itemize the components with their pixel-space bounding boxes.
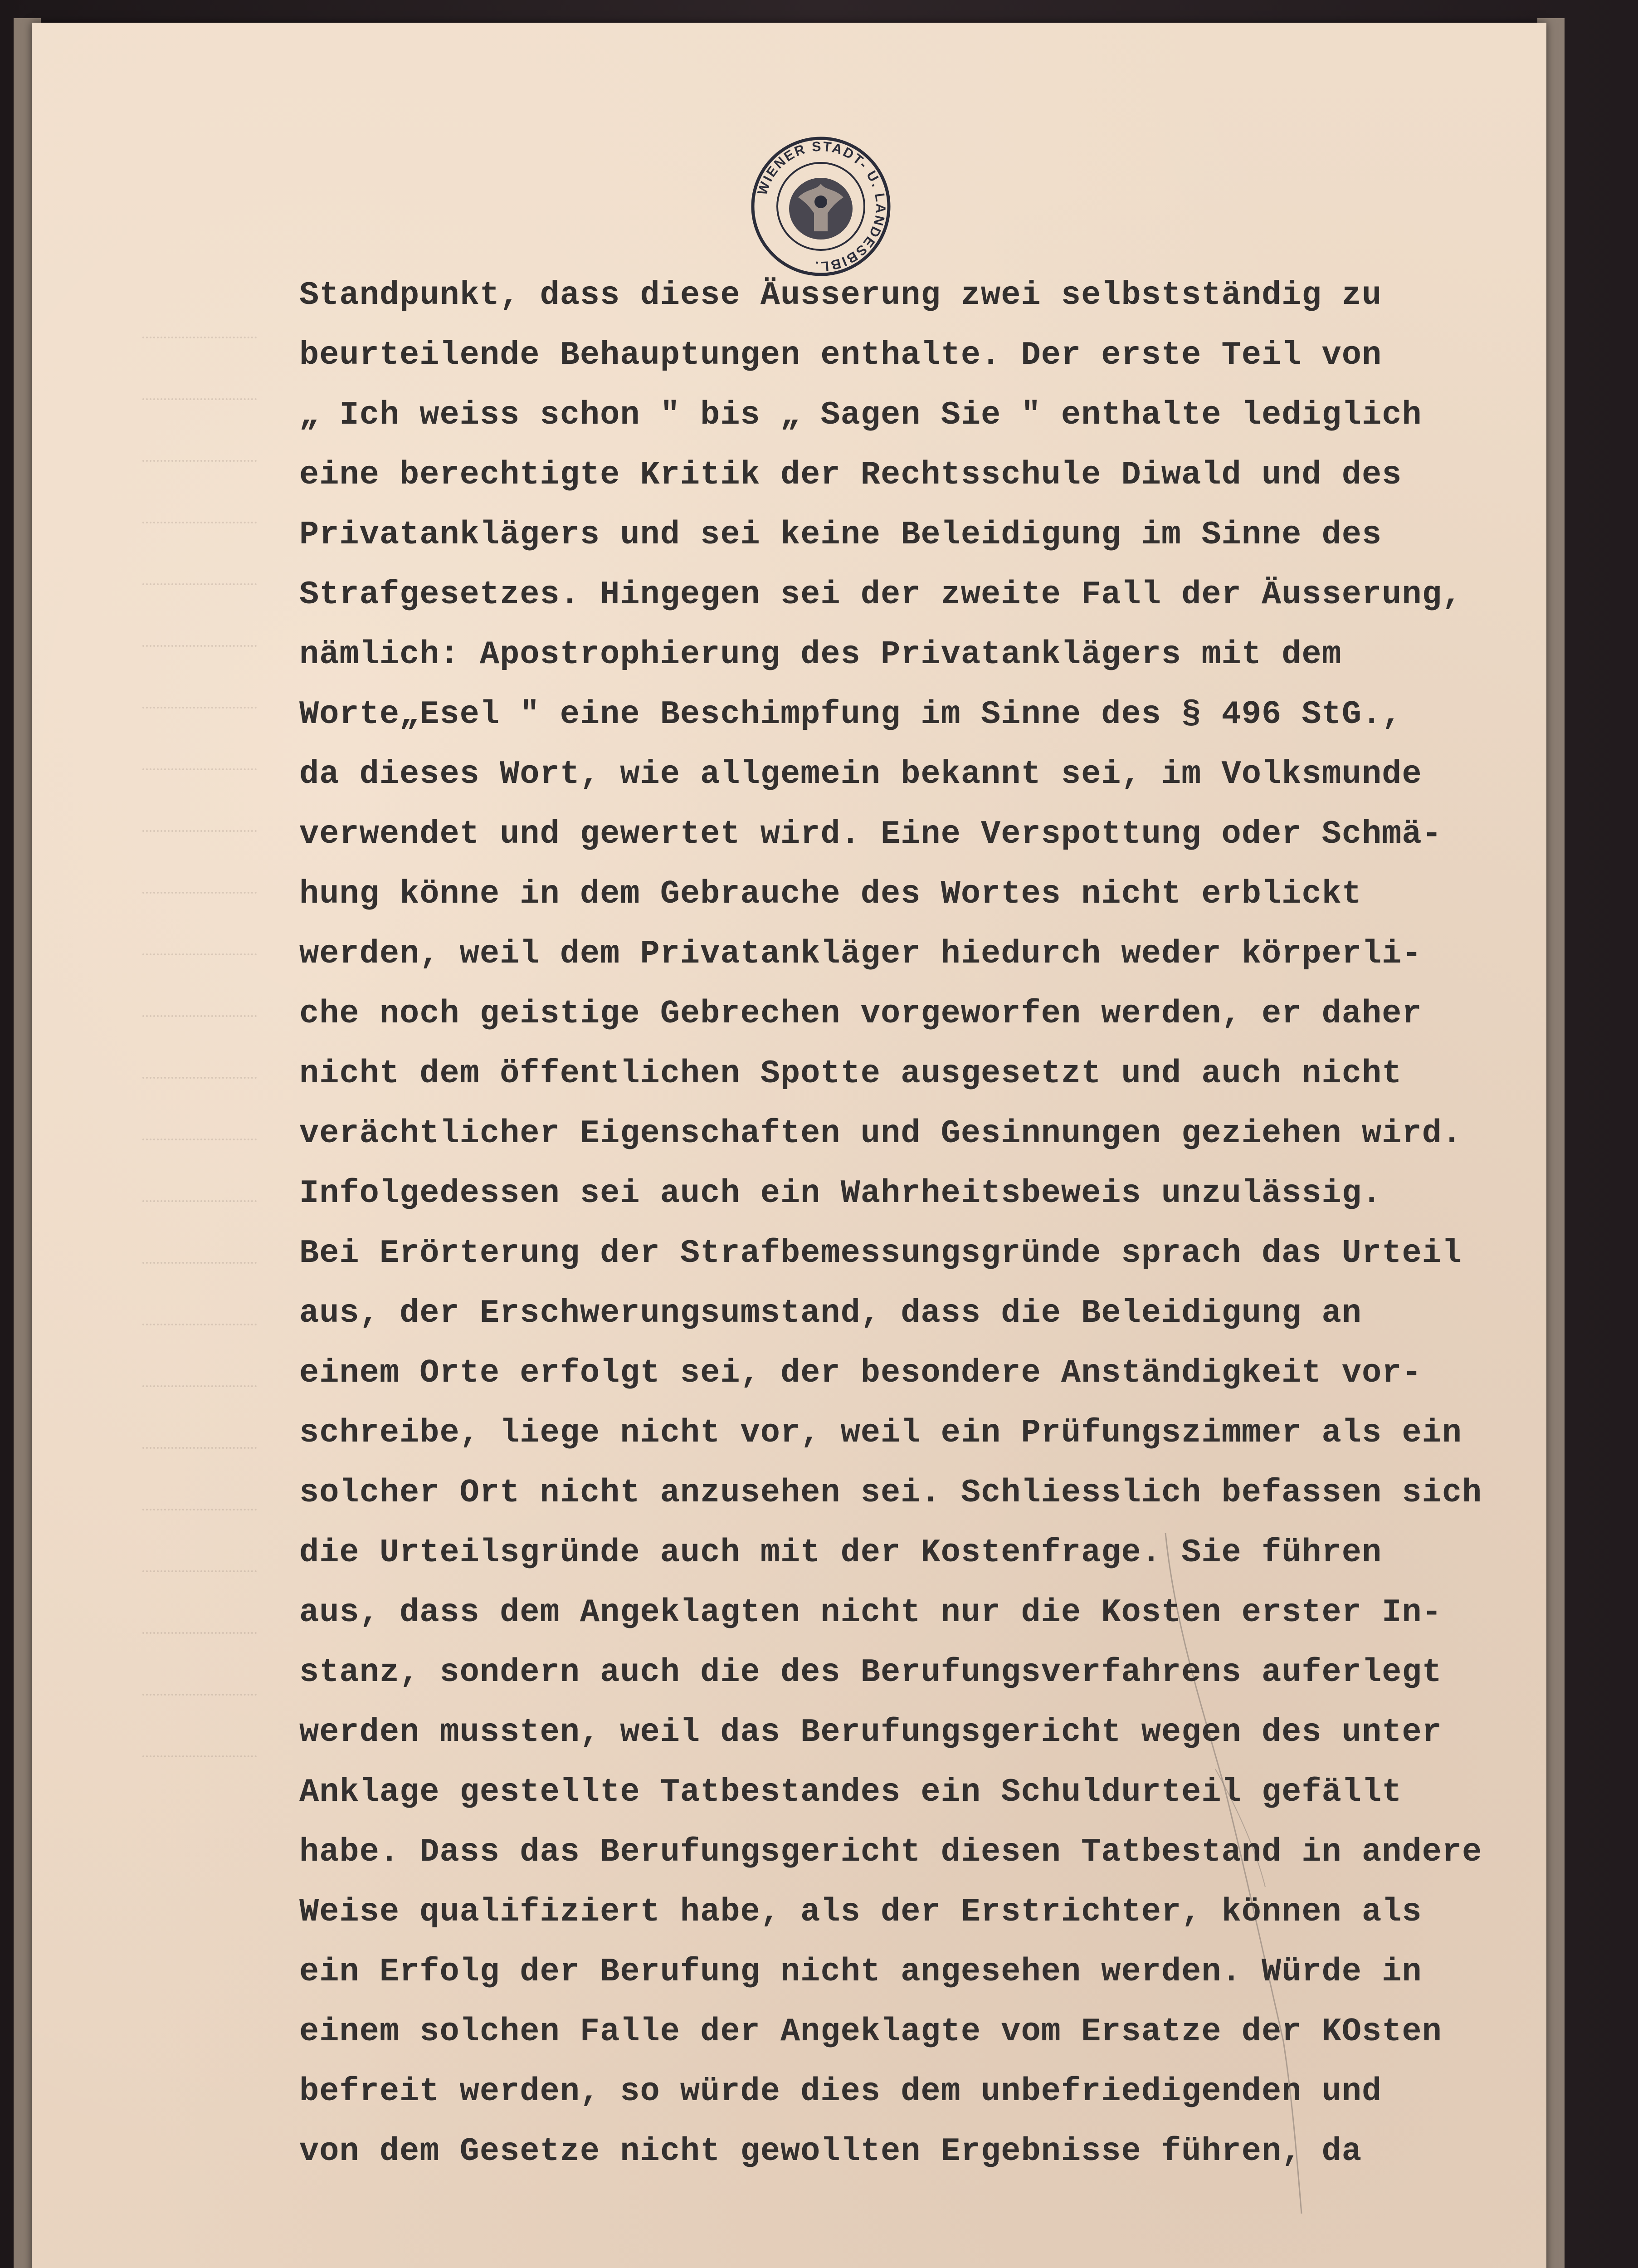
text-line: Privatanklägers und sei keine Beleidigung im Sinne des: [299, 516, 1382, 553]
text-line: che noch geistige Gebrechen vorgeworfen werden, er daher: [299, 995, 1422, 1032]
text-line: schreibe, liege nicht vor, weil ein Prüfungszimmer als ein: [299, 1414, 1462, 1452]
text-line: habe. Dass das Berufungsgericht diesen Tatbestand in andere: [299, 1833, 1482, 1871]
text-line: Bei Erörterung der Strafbemessungsgründe sprach das Urteil: [299, 1235, 1462, 1272]
typewritten-body: [299, 265, 1551, 2181]
text-line: Weise qualifiziert habe, als der Erstrichter, können als: [299, 1893, 1422, 1931]
text-line: „ Ich weiss schon " bis „ Sagen Sie " enthalte lediglich: [299, 396, 1422, 434]
text-line: Standpunkt, dass diese Äusserung zwei selbstständig zu: [299, 277, 1382, 314]
text-line: von dem Gesetze nicht gewollten Ergebnisse führen, da: [299, 2133, 1362, 2170]
text-line: da dieses Wort, wie allgemein bekannt sei, im Volksmunde: [299, 756, 1422, 793]
show-through-text: [118, 277, 281, 1774]
text-line: Infolgedessen sei auch ein Wahrheitsbeweis unzulässig.: [299, 1175, 1382, 1212]
text-line: hung könne in dem Gebrauche des Wortes nicht erblickt: [299, 875, 1362, 913]
text-line: Anklage gestellte Tatbestandes ein Schuldurteil gefällt: [299, 1774, 1402, 1811]
text-line: nicht dem öffentlichen Spotte ausgesetzt und auch nicht: [299, 1055, 1402, 1092]
text-line: stanz, sondern auch die des Berufungsverfahrens auferlegt: [299, 1654, 1442, 1691]
library-seal-icon: [748, 134, 893, 279]
text-line: die Urteilsgründe auch mit der Kostenfrage. Sie führen: [299, 1534, 1382, 1571]
text-line: werden, weil dem Privatankläger hiedurch weder körperli-: [299, 935, 1422, 973]
text-line: aus, der Erschwerungsumstand, dass die Beleidigung an: [299, 1295, 1362, 1332]
text-line: ein Erfolg der Berufung nicht angesehen werden. Würde in: [299, 1953, 1422, 1990]
text-line: einem Orte erfolgt sei, der besondere Anständigkeit vor-: [299, 1354, 1422, 1392]
text-line: aus, dass dem Angeklagten nicht nur die Kosten erster In-: [299, 1594, 1442, 1631]
text-line: einem solchen Falle der Angeklagte vom Ersatze der KOsten: [299, 2013, 1442, 2050]
stamp-text: WIENER STADT- U. LANDESBIBL.: [755, 139, 888, 274]
library-stamp: [748, 134, 893, 279]
text-line: verächtlicher Eigenschaften und Gesinnungen geziehen wird.: [299, 1115, 1462, 1152]
eagle-emblem: [789, 178, 853, 240]
text-line: werden mussten, weil das Berufungsgericht wegen des unter: [299, 1714, 1442, 1751]
text-line: Worte„Esel " eine Beschimpfung im Sinne des § 496 StG.,: [299, 696, 1402, 733]
text-line: solcher Ort nicht anzusehen sei. Schliesslich befassen sich: [299, 1474, 1482, 1511]
text-line: nämlich: Apostrophierung des Privatanklägers mit dem: [299, 636, 1342, 673]
text-line: befreit werden, so würde dies dem unbefriedigenden und: [299, 2073, 1382, 2110]
text-line: eine berechtigte Kritik der Rechtsschule Diwald und des: [299, 456, 1402, 494]
text-line: Strafgesetzes. Hingegen sei der zweite Fall der Äusserung,: [299, 576, 1462, 613]
text-line: verwendet und gewertet wird. Eine Verspottung oder Schmä-: [299, 816, 1442, 853]
text-line: beurteilende Behauptungen enthalte. Der erste Teil von: [299, 337, 1382, 374]
